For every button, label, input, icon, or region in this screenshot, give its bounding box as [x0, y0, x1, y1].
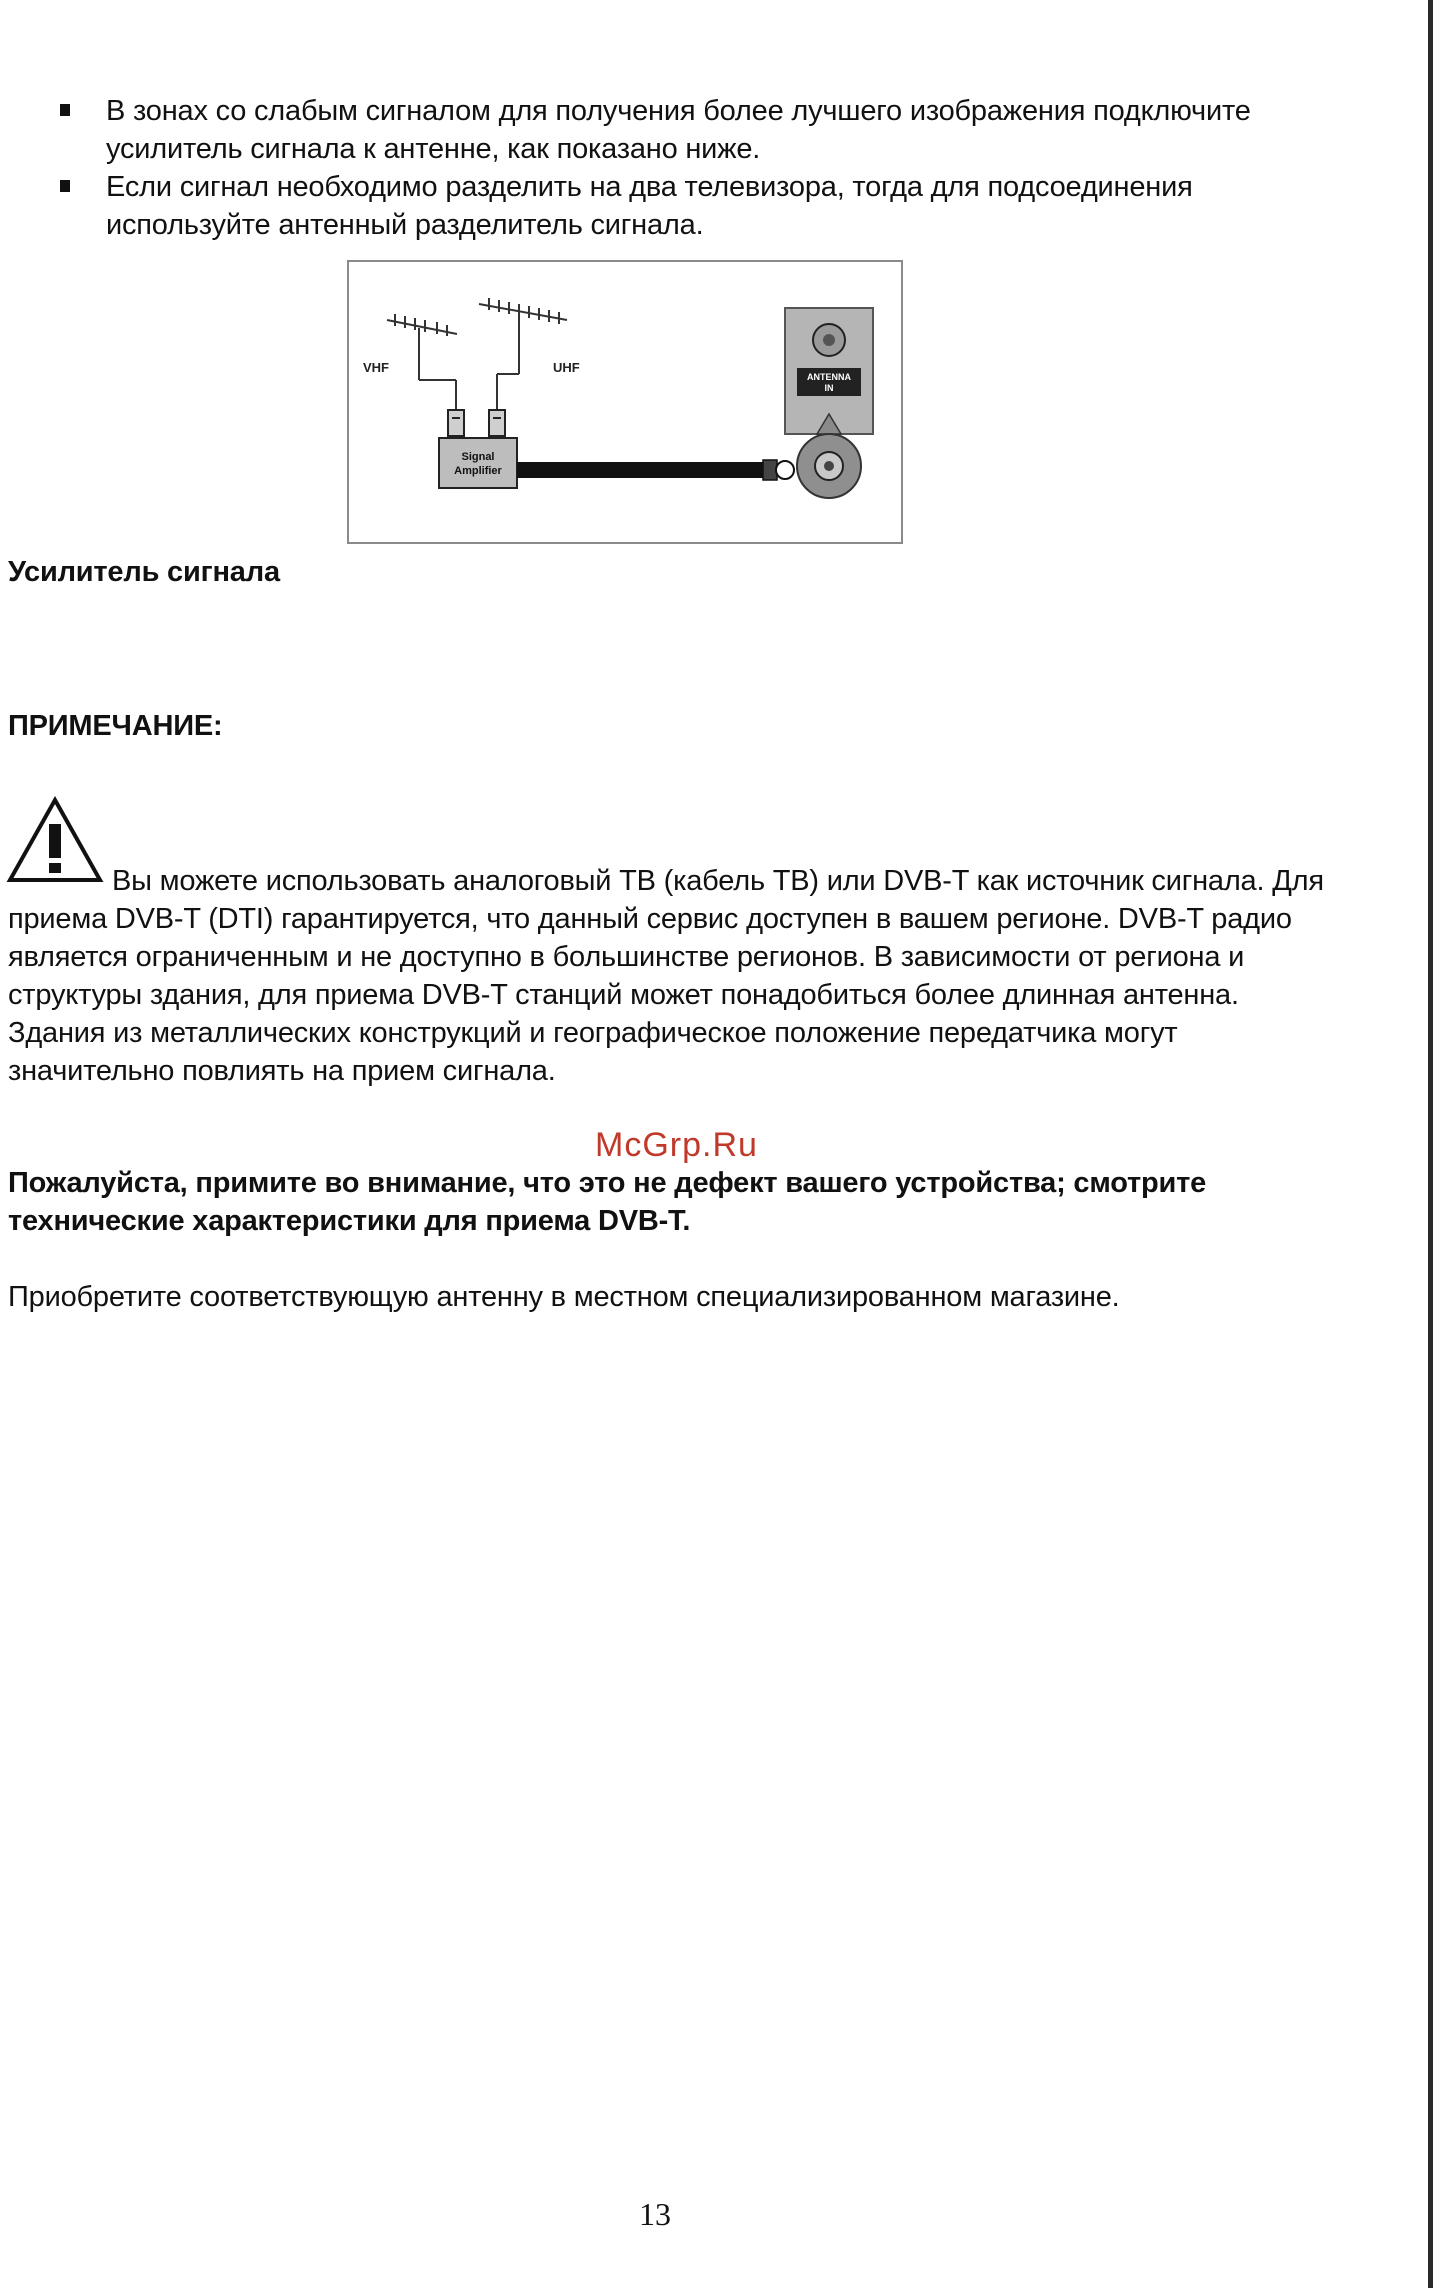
- coax-cable: [517, 462, 767, 478]
- antenna-in-line2: IN: [824, 383, 834, 393]
- cable-plug-tip-icon: [776, 461, 794, 479]
- page-edge-rule: [1428, 0, 1433, 2288]
- uhf-label: UHF: [553, 360, 580, 375]
- antenna-advice: Приобретите соответствующую антенну в местном специализированном магазине.: [8, 1281, 1120, 1313]
- bullet-list: [56, 92, 1356, 244]
- amplifier-label-line2: Amplifier: [454, 465, 502, 477]
- bullet-text: В зонах со слабым сигналом для получения более лучшего изображения подключите усилитель сигнала к антенне, как показано ниже.: [106, 95, 1251, 165]
- defect-notice: Пожалуйста, примите во внимание, что это не дефект вашего устройства; смотрите технические характеристики для приема DVB-T.: [8, 1167, 1207, 1237]
- amplifier-label-line1: Signal: [461, 451, 495, 463]
- note-heading: ПРИМЕЧАНИЕ:: [8, 710, 223, 742]
- uhf-antenna-icon: [479, 298, 567, 410]
- bullet-square-icon: [60, 104, 70, 116]
- watermark: McGrp.Ru: [595, 1126, 758, 1164]
- bullet-text: Если сигнал необходимо разделить на два телевизора, тогда для подсоединения используйте антенный разделитель сигнала.: [106, 171, 1193, 241]
- vhf-antenna-icon: [387, 314, 457, 410]
- antenna-in-line1: ANTENNA: [807, 372, 851, 382]
- note-text: Вы можете использовать аналоговый ТВ (кабель ТВ) или DVB-T как источник сигнала. Для приема DVB-T (DTI) гарантируется, что данный сервис доступен в вашем регионе. DVB-T радио является ограниченным и не доступно в большинстве регионов. В зависимости от региона и структуры здания, для приема DVB-T станций может понадобиться более длинная антенна. Здания из металлических конструкций и географическое положение передатчика могут значительно повлиять на прием сигнала.: [8, 865, 1324, 1087]
- amplifier-input-plugs-icon: [448, 410, 505, 436]
- bullet-square-icon: [60, 180, 70, 192]
- signal-amplifier-box: [439, 438, 517, 488]
- vhf-label: VHF: [363, 360, 389, 375]
- antenna-amplifier-diagram: [347, 260, 903, 544]
- cable-plug-icon: [763, 460, 777, 480]
- amplifier-heading: Усилитель сигнала: [8, 556, 280, 588]
- bullet-item: [56, 168, 1356, 244]
- page-number: 13: [639, 2196, 671, 2232]
- bullet-item: [56, 92, 1356, 168]
